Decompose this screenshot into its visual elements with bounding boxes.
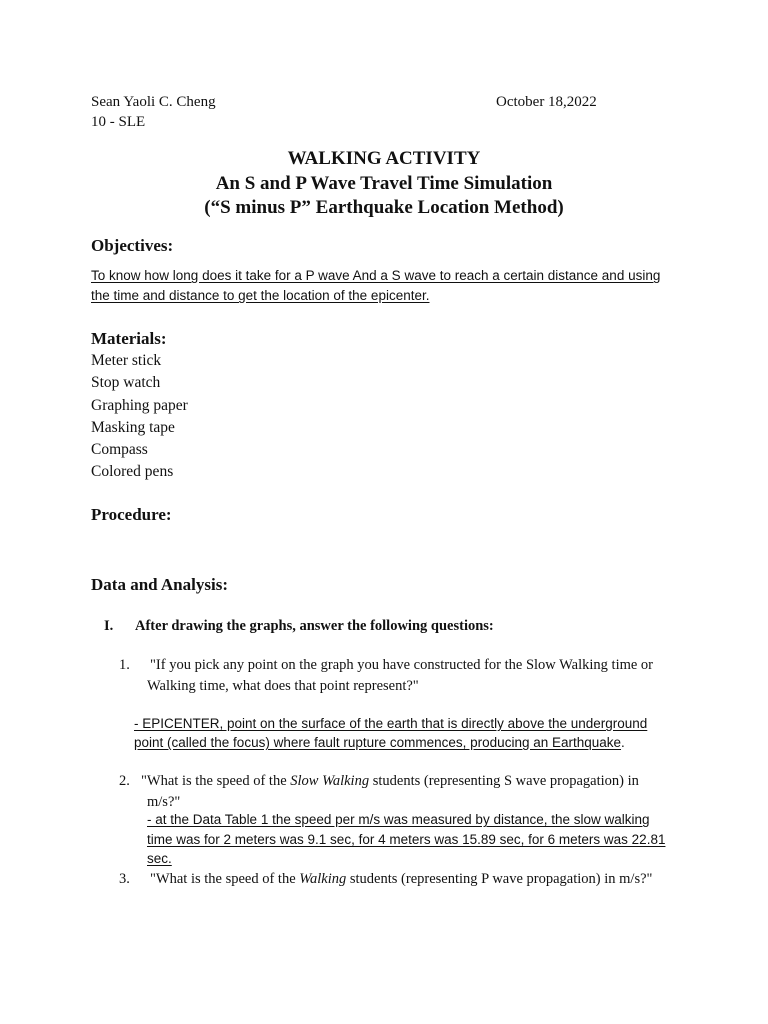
student-name: Sean Yaoli C. Cheng	[91, 94, 216, 110]
section-instruction: After drawing the graphs, answer the following questions:	[135, 618, 494, 634]
objectives-heading: Objectives:	[91, 236, 174, 255]
answer-1-line-2: point (called the focus) where fault rupture commences, producing an Earthquake	[134, 735, 622, 750]
question-1-number: 1.	[119, 657, 130, 673]
question-2-line-1	[141, 773, 639, 790]
student-section: 10 - SLE	[91, 114, 146, 130]
question-1-line-2: Walking time, what does that point represent?"	[147, 678, 419, 694]
answer-2-line-1: - at the Data Table 1 the speed per m/s was measured by distance, the slow walking	[147, 812, 650, 827]
question-3-pre: "What is the speed of the	[150, 871, 300, 887]
question-2-line-2: m/s?"	[147, 794, 181, 810]
question-3-post: students (representing P wave propagation) in m/s?"	[346, 871, 653, 887]
procedure-heading: Procedure:	[91, 505, 172, 524]
data-analysis-heading: Data and Analysis:	[91, 575, 228, 594]
materials-heading: Materials:	[91, 329, 167, 348]
objectives-line-1: To know how long does it take for a P wave And a S wave to reach a certain distance and using	[91, 268, 661, 283]
material-item: Masking tape	[91, 419, 175, 436]
material-item: Graphing paper	[91, 397, 188, 414]
answer-2-line-2: time was for 2 meters was 9.1 sec, for 4 meters was 15.89 sec, for 6 meters was 22.81	[147, 832, 666, 847]
question-2-italic: Slow Walking	[290, 773, 370, 789]
section-number: I.	[104, 618, 114, 634]
question-2-pre: "What is the speed of the	[141, 773, 291, 789]
question-1-line-1: "If you pick any point on the graph you have constructed for the Slow Walking time or	[150, 657, 654, 673]
objectives-line-2: the time and distance to get the location of the epicenter.	[91, 288, 430, 303]
question-3-line-1	[150, 871, 652, 888]
question-3-number: 3.	[119, 871, 130, 887]
material-item: Compass	[91, 441, 148, 458]
document-date: October 18,2022	[496, 94, 597, 110]
answer-1-period: .	[621, 735, 625, 750]
title-line-1: WALKING ACTIVITY	[287, 148, 481, 169]
material-item: Colored pens	[91, 463, 174, 480]
question-2-number: 2.	[119, 773, 130, 789]
material-item: Stop watch	[91, 374, 161, 391]
question-3-italic: Walking	[299, 871, 347, 887]
answer-1-line-2-wrap	[134, 735, 625, 750]
question-2-post: students (representing S wave propagation) in	[369, 773, 639, 789]
title-line-2: An S and P Wave Travel Time Simulation	[215, 173, 553, 194]
answer-1-line-1: - EPICENTER, point on the surface of the earth that is directly above the underground	[134, 716, 648, 731]
title-line-3: (“S minus P” Earthquake Location Method)	[204, 197, 564, 218]
material-item: Meter stick	[91, 352, 162, 369]
answer-2-line-3: sec.	[147, 851, 172, 866]
